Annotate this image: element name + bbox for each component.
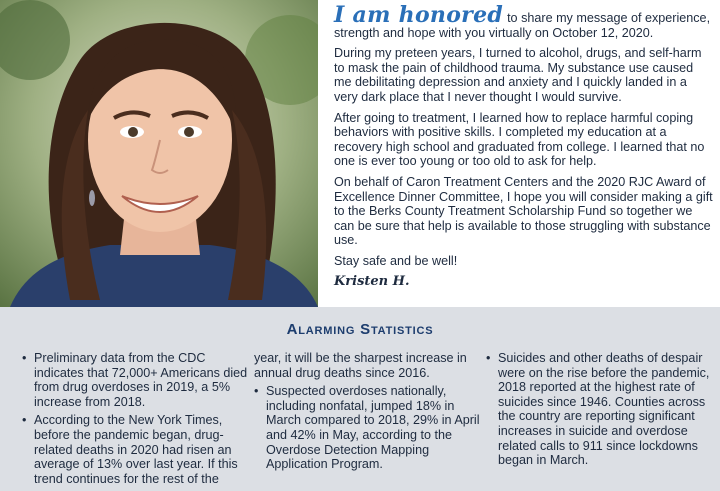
statistics-title: Alarming Statistics [286,321,434,338]
letter-paragraph-5: Stay safe and be well! [334,253,458,268]
statistic-item: • According to the New York Times, before the pandemic began, drug-related deaths in 2020 had risen an average of 13% over last year. If this trend continues for the rest of the [22,413,250,486]
letter-paragraph-1-text: to share my message of experience, strength and hope with you virtually on October 12, 2020. [334,11,711,40]
statistic-item: • Suspected overdoses nationally, including nonfatal, jumped 18% in March compared to 2018, 29% in April and 42% in May, according to the Overdose Detection Mapping Application Program. [254,384,482,472]
letter-paragraph-3: After going to treatment, I learned how to replace harmful coping behaviors with positive skills. I completed my education at a recovery high school and graduated from college. I learned that no one is ever too young or too old to ask for help. [334,110,705,169]
letter-paragraph-2: During my preteen years, I turned to alcohol, drugs, and self-harm to mask the pain of childhood trauma. My substance use caused me debilitating depression and anxiety and I quickly landed in a very dark place that I never thought I would survive. [334,46,702,104]
statistic-item: • Suicides and other deaths of despair were on the rise before the pandemic, 2018 reported at the highest rate of suicides since 1946. Counties across the country are reporting significant increases in suicide and overdose related calls to 911 since lockdowns began in March. [486,351,712,468]
statistics-column-2 [254,351,482,476]
statistics-column-3 [486,351,712,472]
portrait-photo [0,0,318,307]
statistic-item-continued: year, it will be the sharpest increase in annual drug deaths since 2016. [254,351,467,380]
letter [334,2,714,289]
statistic-item: • Preliminary data from the CDC indicates that 72,000+ Americans died from drug overdoses in 2019, a 5% increase from 2018. [22,351,250,409]
statistics-column-1 [22,351,250,490]
letter-paragraph-1 [334,2,714,40]
statistics-panel [0,307,720,491]
letter-paragraph-4: On behalf of Caron Treatment Centers and the 2020 RJC Award of Excellence Dinner Committee, I hope you will consider making a gift to the Berks County Treatment Scholarship Fund so together we can be sure that help is available to those struggling with substance use. [334,174,713,248]
signature: Kristen H. [334,273,410,289]
lead-heading: I am honored [334,2,504,28]
